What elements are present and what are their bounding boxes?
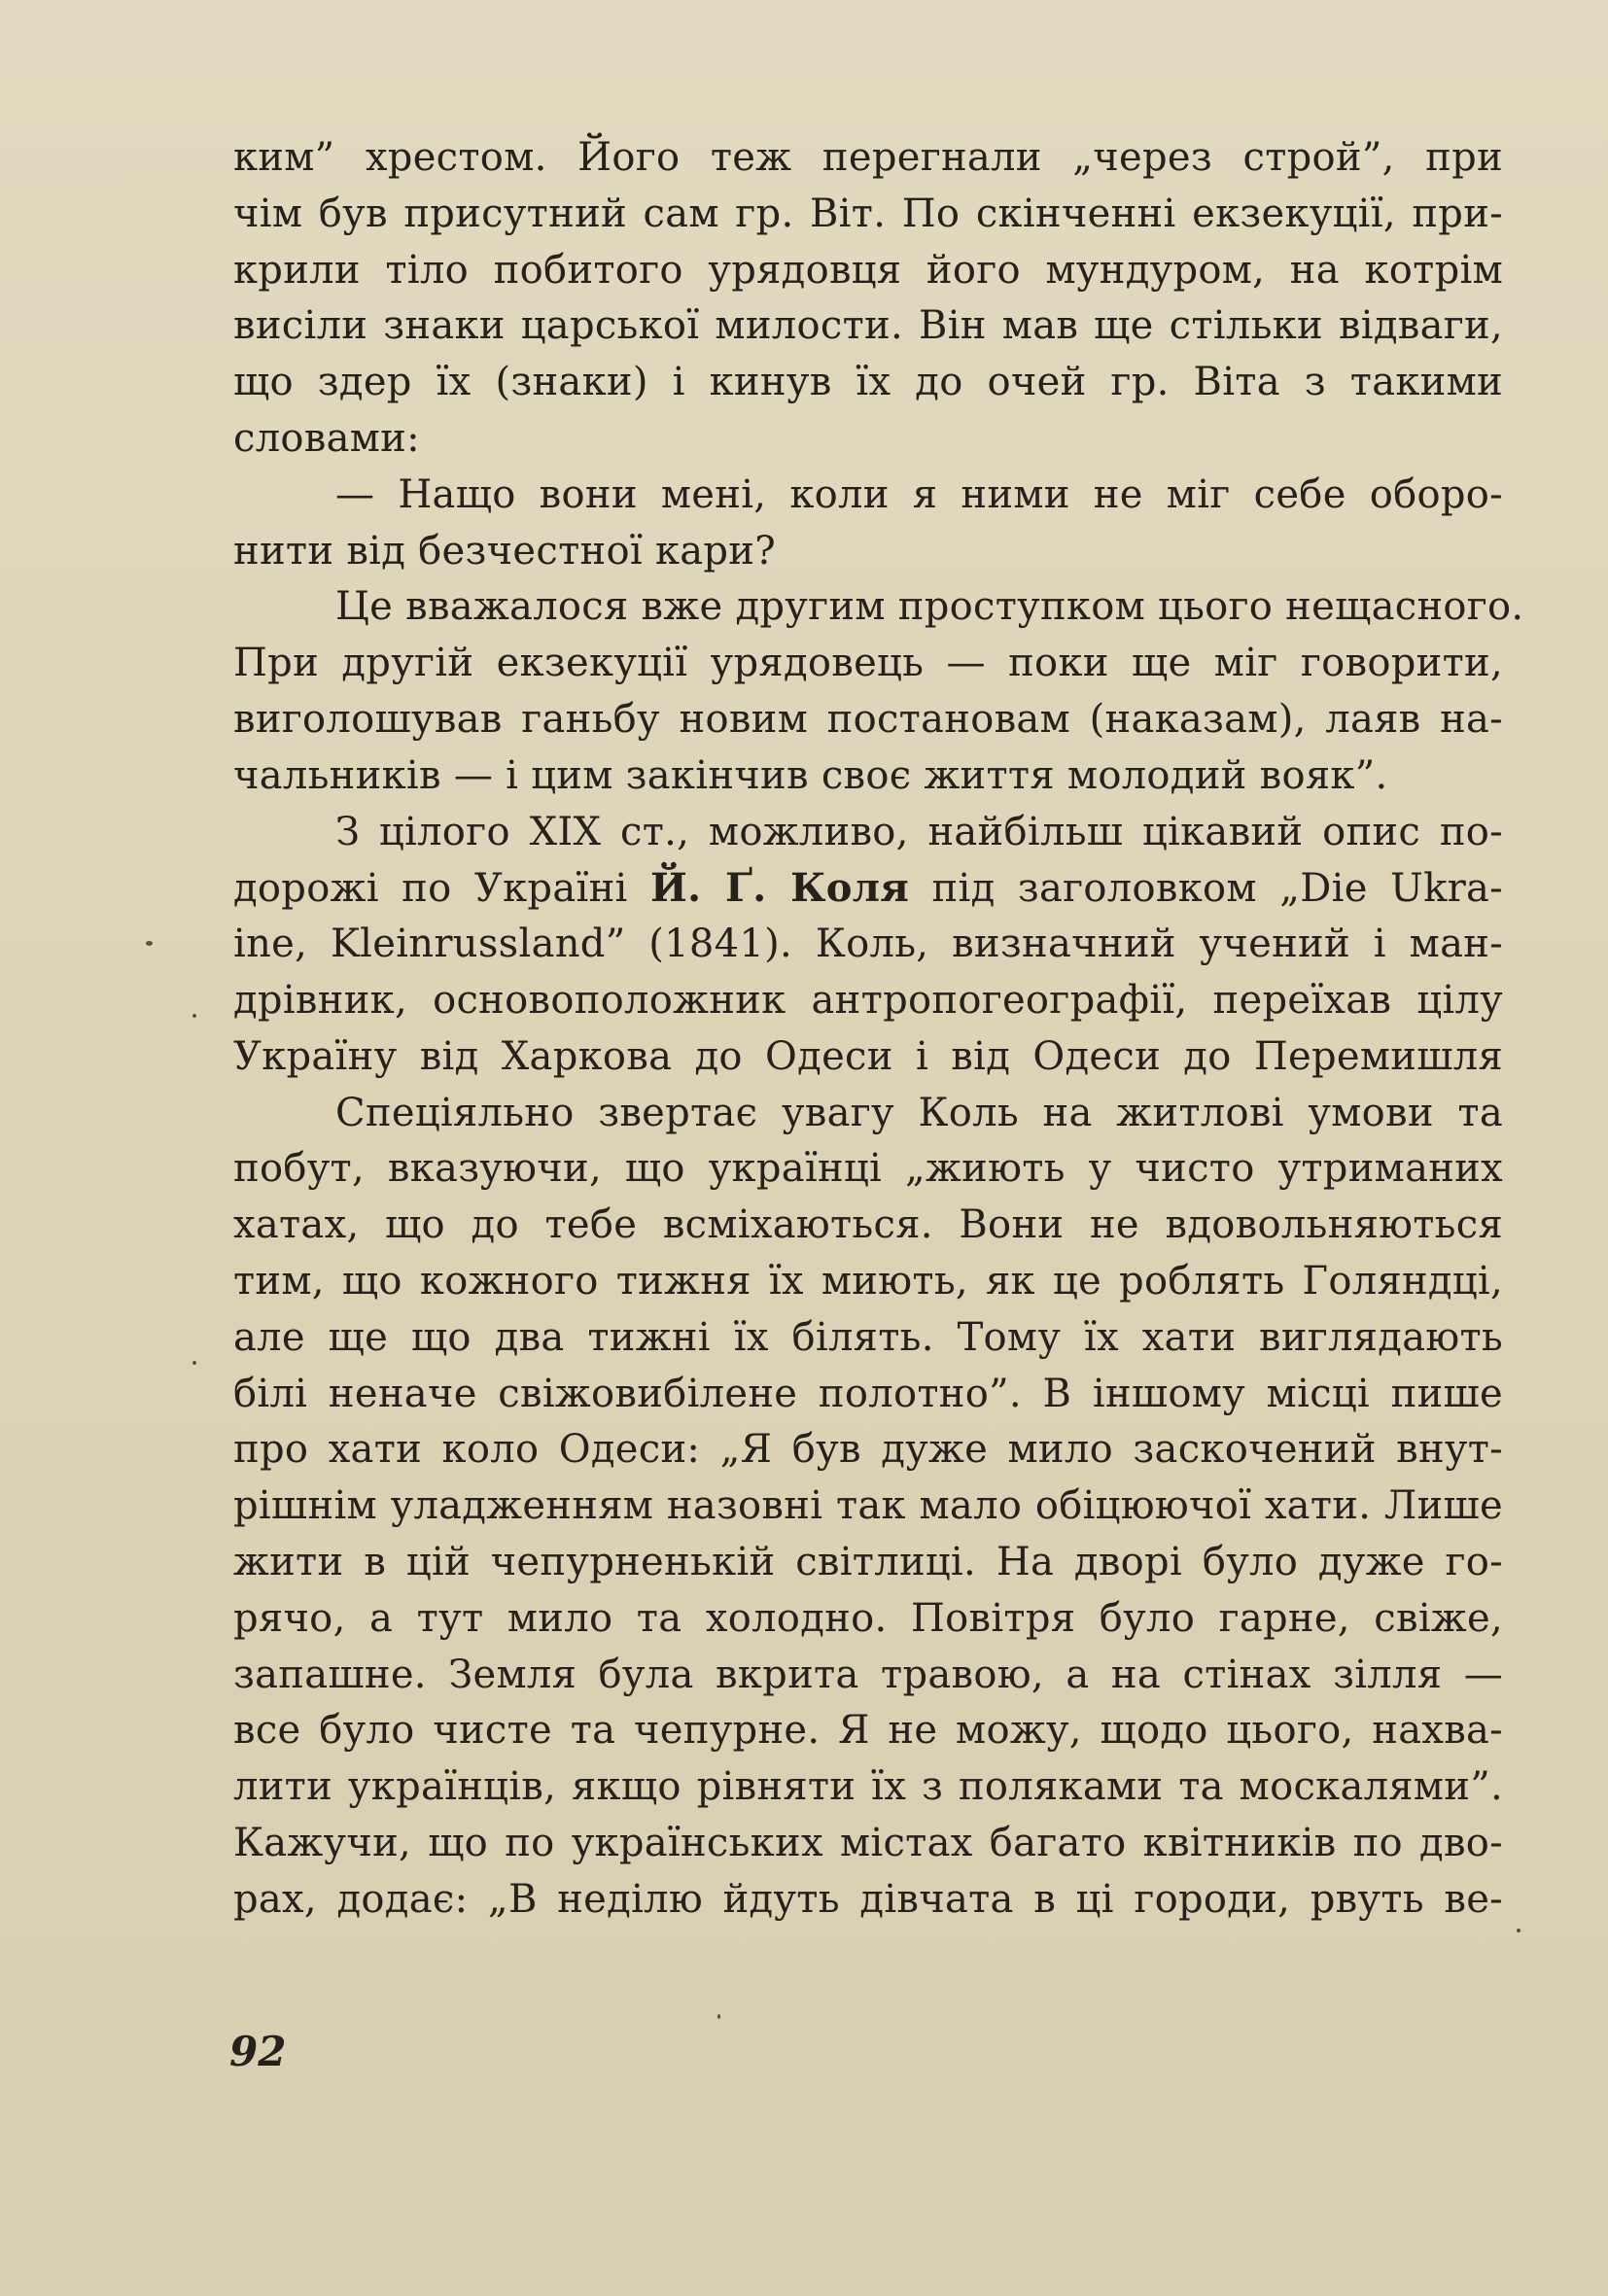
text-line: З цілого XIX ст., можливо, найбільш цікавий опис по- [335, 809, 1503, 854]
text-line: Спеціяльно звертає увагу Коль на житлові умови та [335, 1090, 1503, 1135]
text-line: При другій екзекуції урядовець — поки ще міг говорити, [233, 641, 1503, 686]
text-line: про хати коло Одеси: „Я був дуже мило заскочений внут- [233, 1427, 1503, 1473]
text-segment: під заголовком „Die Ukra- [909, 866, 1503, 912]
text-line: жити в цій чепурненькій світлиці. На дворі було дуже го- [233, 1539, 1503, 1584]
text-line: — Нащо вони мені, коли я ними не міг себе оборо- [335, 471, 1503, 517]
text-line: чальників — і цим закінчив своє життя молодий вояк”. [233, 752, 1388, 798]
text-line: нити від безчестної кари? [233, 528, 777, 574]
page-number: 92 [229, 2028, 287, 2075]
text-line: побут, вказуючи, що українці „жиють у чисто утриманих [233, 1146, 1503, 1192]
text-line: ine, Kleinrussland” (1841). Коль, визначний учений і ман- [233, 922, 1503, 967]
body-text [233, 130, 1524, 1929]
ink-speck [192, 1014, 196, 1018]
text-line: чім був присутний сам гр. Віт. По скінченні екзекуції, при- [233, 191, 1503, 236]
text-line: Україну від Харкова до Одеси і від Одеси до Перемишля [233, 1033, 1503, 1079]
text-line: Це вважалося вже другим проступком цього нещасного. [335, 584, 1524, 630]
ink-speck [146, 941, 153, 946]
text-line: висіли знаки царської милости. Він мав ще стільки відваги, [233, 303, 1503, 349]
text-line [233, 860, 1503, 917]
text-line: словами: [233, 415, 420, 461]
text-line: рах, додає: „В неділю йдуть дівчата в ці городи, рвуть ве- [233, 1876, 1503, 1922]
text-segment: дорожі по Україні [233, 866, 651, 912]
text-line: виголошував ганьбу новим постановам (наказам), лаяв на- [233, 696, 1503, 742]
text-line: дрівник, основоположник антропогеографії, переїхав цілу [233, 977, 1503, 1023]
text-line: рячо, а тут мило та холодно. Повітря було гарне, свіже, [233, 1595, 1503, 1641]
text-line: все було чисте та чепурне. Я не можу, щодо цього, нахва- [233, 1708, 1503, 1754]
text-line: Кажучи, що по українських містах багато квітників по дво- [233, 1820, 1503, 1865]
text-line: ким” хрестом. Його теж перегнали „через строй”, при [233, 135, 1503, 180]
text-line: хатах, що до тебе всміхаються. Вони не вдовольняються [233, 1202, 1503, 1248]
text-line: білі неначе свіжовибілене полотно”. В іншому місці пише [233, 1371, 1503, 1416]
author-name: Й. Ґ. Коля [650, 865, 910, 912]
ink-speck [1517, 1929, 1521, 1932]
text-line: тим, що кожного тижня їх миють, як це роблять Голяндці, [233, 1258, 1503, 1304]
text-line: рішнім уладженням назовні так мало обіцюючої хати. Лише [233, 1483, 1503, 1529]
text-line: але ще що два тижні їх білять. Тому їх хати виглядають [233, 1314, 1503, 1360]
text-line: що здер їх (знаки) і кинув їх до очей гр. Віта з такими [233, 360, 1503, 405]
ink-speck [192, 1361, 196, 1365]
ink-speck [717, 2014, 720, 2019]
text-line: лити українців, якщо рівняти їх з поляками та москалями”. [233, 1764, 1503, 1810]
text-line: крили тіло побитого урядовця його мундуром, на котрім [233, 247, 1503, 293]
text-line: запашне. Земля була вкрита травою, а на стінах зілля — [233, 1652, 1503, 1697]
